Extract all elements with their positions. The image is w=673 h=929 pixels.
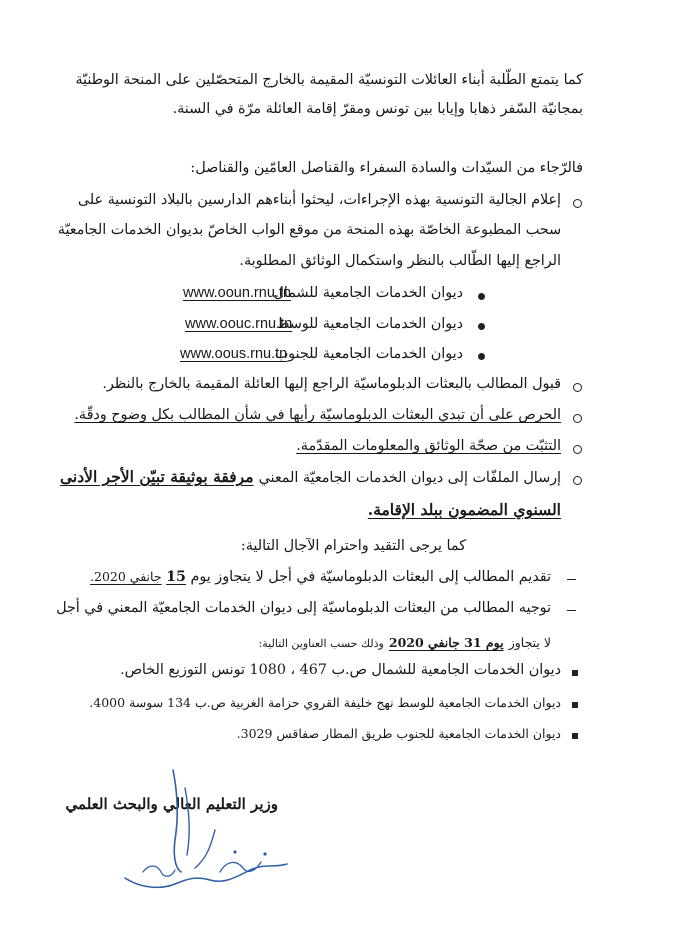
item5-normal-text: إرسال الملفّات إلى ديوان الخدمات الجامعيّة المعني [258, 470, 561, 486]
item5-bold-text: مرفقة بوثيقة تبيّن الأجر الأدنى [60, 467, 254, 486]
intro-line-1: كما يتمتع الطّلبة أبناء العائلات التونسيّة المقيمة بالخارج المتحصّلين على المنحة الوطنيّة [75, 72, 583, 88]
address-north: ديوان الخدمات الجامعية للشمال ص.ب 467 ، 1080 تونس التوزيع الخاص. [120, 662, 561, 678]
circle-bullet-icon [573, 199, 582, 208]
circle-bullet-icon [573, 383, 582, 392]
item3-text: الحرص على أن تبدي البعثات الدبلوماسيّة رأيها في شأن المطالب بكل وضوح ودقّة. [74, 407, 561, 423]
website-label-center: ديوان الخدمات الجامعية للوسط [276, 316, 463, 332]
website-label-south: ديوان الخدمات الجامعية للجنوب [274, 346, 463, 362]
item2-text: قبول المطالب بالبعثات الدبلوماسيّة الراجع إليها العائلة المقيمة بالخارج بالنظر. [102, 376, 561, 392]
deadline2-date: يوم 31 جانفي 2020 [388, 635, 504, 650]
item5-line-2: السنوي المضمون ببلد الإقامة. [367, 500, 561, 519]
deadline2-pre: لا يتجاوز [508, 635, 551, 650]
deadline2-line-1: توجيه المطالب من البعثات الدبلوماسيّة إلى ديوان الخدمات الجامعيّة المعني في أجل [56, 600, 551, 616]
request-line: فالرّجاء من السيّدات والسادة السفراء والقناصل العامّين والقناصل: [190, 160, 583, 176]
intro-line-2: بمجانيّة السّفر ذهابا وإيابا بين تونس ومقرّ إقامة العائلة مرّة في السنة. [172, 101, 583, 117]
circle-bullet-icon [573, 414, 582, 423]
website-link-center[interactable]: www.oouc.rnu.tn [185, 316, 293, 332]
deadline2-post: وذلك حسب العناوين التالية: [258, 637, 384, 650]
signature-image [115, 760, 315, 910]
item5-line-1 [60, 467, 561, 487]
square-bullet-icon [572, 702, 578, 708]
item1-line-2: سحب المطبوعة الخاصّة بهذه المنحة من موقع الواب الخاصّ بديوان الخدمات الجامعيّة [57, 222, 561, 238]
deadlines-intro: كما يرجى التقيد واحترام الآجال التالية: [240, 538, 466, 554]
disc-bullet-icon [478, 323, 485, 330]
dash-bullet-icon [567, 610, 576, 611]
deadline1-text: تقديم المطالب إلى البعثات الدبلوماسيّة في أجل لا يتجاوز يوم [190, 569, 551, 585]
item1-line-1: إعلام الجالية التونسية بهذه الإجراءات، ليحثوا أبناءهم الدارسين بالبلاد التونسية على [77, 192, 561, 208]
website-link-north[interactable]: www.ooun.rnu.tn [183, 285, 292, 301]
website-link-south[interactable]: www.oous.rnu.tn [180, 346, 288, 362]
deadline1-month-year: جانفي 2020. [90, 569, 162, 584]
circle-bullet-icon [573, 476, 582, 485]
address-south: ديوان الخدمات الجامعية للجنوب طريق المطار صفاقس 3029. [236, 726, 561, 741]
deadline1-day: 15 [166, 569, 186, 585]
dash-bullet-icon [567, 579, 576, 580]
deadline2-line-2 [259, 632, 551, 651]
deadline1-line [90, 569, 551, 586]
square-bullet-icon [572, 733, 578, 739]
address-center: ديوان الخدمات الجامعية للوسط نهج خليفة القروي حزامة الغربية ص.ب 134 سوسة 4000. [89, 695, 561, 710]
item4-text: التثبّت من صحّة الوثائق والمعلومات المقدّمة. [296, 438, 561, 454]
disc-bullet-icon [478, 293, 485, 300]
circle-bullet-icon [573, 445, 582, 454]
disc-bullet-icon [478, 353, 485, 360]
item1-line-3: الراجع إليها الطّالب بالنظر واستكمال الوثائق المطلوبة. [239, 253, 561, 269]
signatory-title: وزير التعليم العالي والبحث العلمي [65, 795, 278, 813]
website-label-north: ديوان الخدمات الجامعية للشمال [273, 285, 463, 301]
square-bullet-icon [572, 670, 578, 676]
